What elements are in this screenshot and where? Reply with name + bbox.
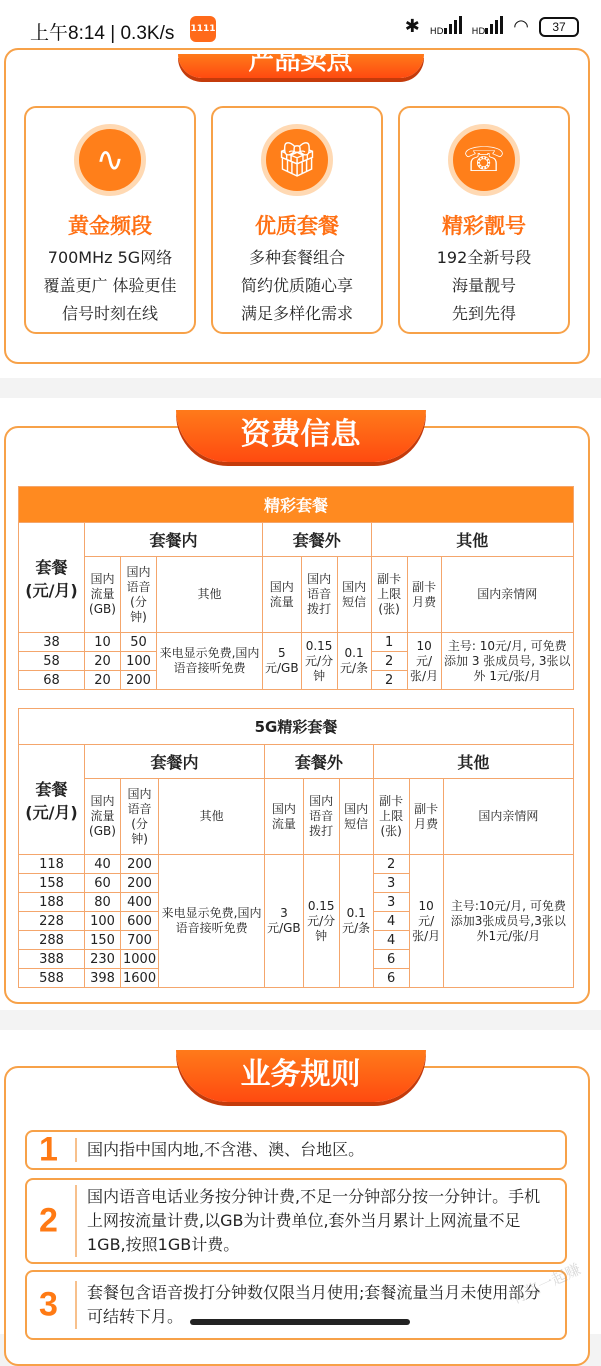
feature-title: 精彩靓号 [400,210,568,240]
gift-icon: 🎁︎ [261,124,333,196]
plan-data: 150 [85,931,121,950]
plan-price: 188 [19,893,85,912]
status-time: 上午8:14 | 0.3K/s [30,18,174,45]
card-limit: 3 [373,874,409,893]
plan-price: 118 [19,855,85,874]
col-header: 副卡月费 [407,557,441,633]
plan-data: 60 [85,874,121,893]
plan-price: 228 [19,912,85,931]
feature-line: 满足多样化需求 [213,301,381,324]
signal-1-icon: HD [430,16,462,37]
table-caption: 精彩套餐 [19,487,574,523]
plan-voice: 1000 [121,950,159,969]
rule-text: 国内指中国内地,不含港、澳、台地区。 [75,1138,553,1162]
extra-data: 5元/GB [263,633,302,690]
rule-item-2 [25,1178,567,1264]
plan-price: 38 [19,633,85,652]
col-header: 国内短信 [337,557,371,633]
extra-sms: 0.1元/条 [337,633,371,690]
col-header: 国内亲情网 [443,779,573,855]
rule-item-3 [25,1270,567,1340]
plan-header: 套餐 (元/月) [19,745,85,855]
fee-info-banner: 资费信息 [176,410,426,462]
plan-voice: 50 [121,633,157,652]
plan-voice: 600 [121,912,159,931]
signal-2-icon: HD [472,16,504,37]
family-network: 主号: 10元/月, 可免费添加 3 张成员号, 3张以外 1元/张/月 [441,633,573,690]
feature-line: 先到先得 [400,301,568,324]
plan-data: 100 [85,912,121,931]
feature-card-band [24,106,196,334]
group-header: 套餐内 [85,745,265,779]
card-limit: 1 [371,633,407,652]
feature-line: 海量靓号 [400,273,568,296]
signal-wave-icon: ∿ [74,124,146,196]
plan-header: 套餐 (元/月) [19,523,85,633]
plan-data: 40 [85,855,121,874]
feature-line: 700MHz 5G网络 [26,245,194,268]
extra-sms: 0.1元/条 [339,855,373,988]
card-limit: 6 [373,950,409,969]
card-limit: 3 [373,893,409,912]
col-header: 国内流量(GB) [85,557,121,633]
plan-data: 20 [85,652,121,671]
card-limit: 4 [373,912,409,931]
col-header: 国内语音拨打 [301,557,337,633]
feature-line: 信号时刻在线 [26,301,194,324]
col-header: 国内语音(分钟) [121,779,159,855]
card-limit: 2 [371,652,407,671]
feature-line: 简约优质随心享 [213,273,381,296]
plan-voice: 200 [121,671,157,690]
feature-title: 黄金频段 [26,210,194,240]
fee-info-section [0,398,601,1010]
col-header: 副卡上限(张) [371,557,407,633]
card-limit: 2 [373,855,409,874]
feature-line: 覆盖更广 体验更佳 [26,273,194,296]
extra-voice: 0.15元/分钟 [303,855,339,988]
plan-data: 10 [85,633,121,652]
plan-voice: 700 [121,931,159,950]
plan-price: 588 [19,969,85,988]
col-header: 国内流量 [263,557,302,633]
feature-card-plan [211,106,383,334]
rule-item-1 [25,1130,567,1170]
bluetooth-icon: ✱ [405,16,420,37]
col-header: 其他 [159,779,265,855]
family-network: 主号:10元/月, 可免费添加3张成员号,3张以外1元/张/月 [443,855,573,988]
col-header: 国内流量(GB) [85,779,121,855]
group-header: 套餐外 [265,745,374,779]
plan-price: 388 [19,950,85,969]
group-header: 套餐内 [85,523,263,557]
feature-line: 多种套餐组合 [213,245,381,268]
fee-table-5g [18,708,574,988]
col-header: 副卡月费 [409,779,443,855]
plan-voice: 200 [121,874,159,893]
plan-price: 68 [19,671,85,690]
plan-other: 来电显示免费,国内语音接听免费 [159,855,265,988]
watermark: 有奖一起赚 [507,1258,584,1309]
battery-icon: 37 [539,17,579,37]
plan-data: 398 [85,969,121,988]
card-fee: 10元/张/月 [407,633,441,690]
extra-data: 3元/GB [265,855,304,988]
extra-voice: 0.15元/分钟 [301,633,337,690]
fee-table-basic [18,486,574,690]
home-indicator[interactable] [190,1319,410,1325]
rule-text: 国内语音电话业务按分钟计费,不足一分钟部分按一分钟计。手机上网按流量计费,以GB为计费单位,套外当月累计上网流量不足1GB,按照1GB计费。 [75,1185,553,1257]
selling-points-section [0,58,601,378]
plan-data: 230 [85,950,121,969]
group-header: 其他 [373,745,573,779]
app-notification-icon: 1111 [190,16,216,42]
col-header: 其他 [157,557,263,633]
plan-price: 58 [19,652,85,671]
col-header: 国内语音拨打 [303,779,339,855]
col-header: 国内流量 [265,779,304,855]
group-header: 套餐外 [263,523,372,557]
feature-card-number [398,106,570,334]
card-limit: 6 [373,969,409,988]
col-header: 国内亲情网 [441,557,573,633]
plan-price: 288 [19,931,85,950]
rule-number: 2 [39,1202,58,1241]
card-limit: 4 [373,931,409,950]
rule-number: 1 [39,1131,58,1170]
card-limit: 2 [371,671,407,690]
phone-icon: ☏ [448,124,520,196]
plan-voice: 100 [121,652,157,671]
plan-voice: 200 [121,855,159,874]
plan-price: 158 [19,874,85,893]
table-caption: 5G精彩套餐 [19,709,574,745]
col-header: 副卡上限(张) [373,779,409,855]
plan-voice: 1600 [121,969,159,988]
plan-voice: 400 [121,893,159,912]
plan-data: 80 [85,893,121,912]
col-header: 国内语音(分钟) [121,557,157,633]
plan-data: 20 [85,671,121,690]
card-fee: 10元/张/月 [409,855,443,988]
rule-number: 3 [39,1286,58,1325]
wifi-icon: ◠ [513,16,529,37]
plan-other: 来电显示免费,国内语音接听免费 [157,633,263,690]
group-header: 其他 [371,523,573,557]
rule-text: 套餐包含语音拨打分钟数仅限当月使用;套餐流量当月未使用部分可结转下月。 [75,1281,553,1329]
col-header: 国内短信 [339,779,373,855]
selling-points-banner: 产品卖点 [178,54,424,78]
feature-line: 192全新号段 [400,245,568,268]
business-rules-banner: 业务规则 [176,1050,426,1102]
feature-title: 优质套餐 [213,210,381,240]
